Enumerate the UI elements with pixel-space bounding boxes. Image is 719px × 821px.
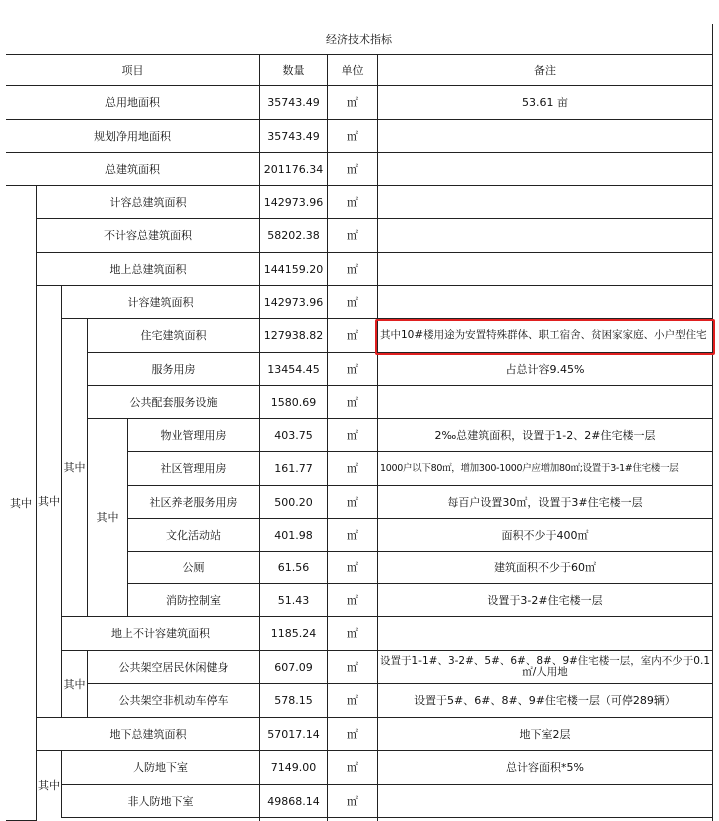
row-qty: 7149.00: [260, 751, 328, 785]
row-unit: ㎡: [328, 186, 378, 219]
row-qty: 500.20: [260, 486, 328, 519]
row-unit: ㎡: [328, 552, 378, 584]
row-name: 服务用房: [88, 353, 260, 386]
row-name: 不计容总建筑面积: [37, 219, 260, 253]
row-name: 非人防地下室: [62, 785, 260, 818]
row-qty: 1580.69: [260, 386, 328, 419]
row-unit: ㎡: [328, 219, 378, 253]
row-note: 建筑面积不少于60㎡: [378, 552, 713, 584]
row-qty: 142973.96: [260, 286, 328, 319]
row-note: 占总计容9.45%: [378, 353, 713, 386]
row-note: 2‰总建筑面积，设置于1-2、2#住宅楼一层: [378, 419, 713, 452]
row-unit: ㎡: [328, 751, 378, 785]
row-unit: ㎡: [328, 386, 378, 419]
row-name: 公厕: [128, 552, 260, 584]
row-note: [378, 785, 713, 818]
row-qty: 607.09: [260, 651, 328, 684]
row-note: [378, 617, 713, 651]
header-note: 备注: [378, 55, 713, 86]
row-unit: ㎡: [328, 617, 378, 651]
header-item: 项目: [6, 55, 260, 86]
row-unit: ㎡: [328, 286, 378, 319]
row-name: 计容总建筑面积: [37, 186, 260, 219]
row-qty: 51.43: [260, 584, 328, 617]
row-qty: 13454.45: [260, 353, 328, 386]
header-unit: 单位: [328, 55, 378, 86]
row-note: 总计容面积*5%: [378, 751, 713, 785]
row-qty: 161.77: [260, 452, 328, 486]
row-qty: 403.75: [260, 419, 328, 452]
row-unit: ㎡: [328, 519, 378, 552]
row-note: [378, 153, 713, 186]
row-note: 地下室2层: [378, 718, 713, 751]
qizhong-level3: 其中: [62, 319, 88, 617]
row-name: 公共配套服务设施: [88, 386, 260, 419]
row-qty: 1185.24: [260, 617, 328, 651]
row-unit: ㎡: [328, 319, 378, 353]
row-qty: 58202.38: [260, 219, 328, 253]
row-unit: ㎡: [328, 785, 378, 818]
row-qty: 57017.14: [260, 718, 328, 751]
header-qty: 数量: [260, 55, 328, 86]
row-note: [378, 219, 713, 253]
row-qty: 142973.96: [260, 186, 328, 219]
row-name: 规划净用地面积: [6, 120, 260, 153]
row-unit: ㎡: [328, 86, 378, 120]
row-unit: ㎡: [328, 651, 378, 684]
row-name: 社区养老服务用房: [128, 486, 260, 519]
row-name: 物业管理用房: [128, 419, 260, 452]
row-name: 总建筑面积: [6, 153, 260, 186]
row-qty: 61.56: [260, 552, 328, 584]
row-unit: ㎡: [328, 153, 378, 186]
row-note: [378, 186, 713, 219]
row-unit: ㎡: [328, 353, 378, 386]
row-note: 53.61 亩: [378, 86, 713, 120]
qizhong-level2: 其中: [37, 286, 62, 718]
row-note: 1000户以下80㎡，增加300-1000户应增加80㎡;设置于3-1#住宅楼一层: [378, 452, 713, 486]
row-note: [378, 286, 713, 319]
row-name: 地上不计容建筑面积: [62, 617, 260, 651]
row-note: 每百户设置30㎡，设置于3#住宅楼一层: [378, 486, 713, 519]
row-unit: ㎡: [328, 684, 378, 718]
row-name: 公共架空居民休闲健身: [88, 651, 260, 684]
row-name: 消防控制室: [128, 584, 260, 617]
row-qty: 49868.14: [260, 785, 328, 818]
row-unit: ㎡: [328, 584, 378, 617]
row-note: [378, 386, 713, 419]
row-unit: ㎡: [328, 486, 378, 519]
row-name: 地下总建筑面积: [37, 718, 260, 751]
row-qty: 35743.49: [260, 120, 328, 153]
row-name: 住宅建筑面积: [88, 319, 260, 353]
row-qty: 144159.20: [260, 253, 328, 286]
row-unit: ㎡: [328, 452, 378, 486]
row-note: [378, 120, 713, 153]
row-name: 地上总建筑面积: [37, 253, 260, 286]
row-qty: 578.15: [260, 684, 328, 718]
row-name: 计容建筑面积: [62, 286, 260, 319]
row-name: 人防地下室: [62, 751, 260, 785]
qizhong-underground: 其中: [37, 751, 62, 821]
row-name: 公共架空非机动车停车: [88, 684, 260, 718]
row-qty: 201176.34: [260, 153, 328, 186]
qizhong-level1: 其中: [6, 186, 37, 821]
table-title: 经济技术指标: [6, 24, 713, 55]
row-note: 其中10#楼用途为安置特殊群体、职工宿舍、贫困家家庭、小户型住宅: [378, 319, 713, 353]
row-note: [378, 253, 713, 286]
row-unit: ㎡: [328, 419, 378, 452]
row-note: 设置于1-1#、3-2#、5#、6#、8#、9#住宅楼一层，室内不少于0.1㎡/人用地: [378, 651, 713, 684]
row-name: 文化活动站: [128, 519, 260, 552]
row-name: 总用地面积: [6, 86, 260, 120]
row-qty: 127938.82: [260, 319, 328, 353]
qizhong-level4: 其中: [88, 419, 128, 617]
qizhong-above-noncounted: 其中: [62, 651, 88, 718]
row-unit: ㎡: [328, 718, 378, 751]
row-unit: ㎡: [328, 120, 378, 153]
row-note: 设置于5#、6#、8#、9#住宅楼一层（可停289辆）: [378, 684, 713, 718]
row-unit: ㎡: [328, 253, 378, 286]
row-qty: 401.98: [260, 519, 328, 552]
row-qty: 35743.49: [260, 86, 328, 120]
row-note: 设置于3-2#住宅楼一层: [378, 584, 713, 617]
row-note: 面积不少于400㎡: [378, 519, 713, 552]
row-name: 社区管理用房: [128, 452, 260, 486]
